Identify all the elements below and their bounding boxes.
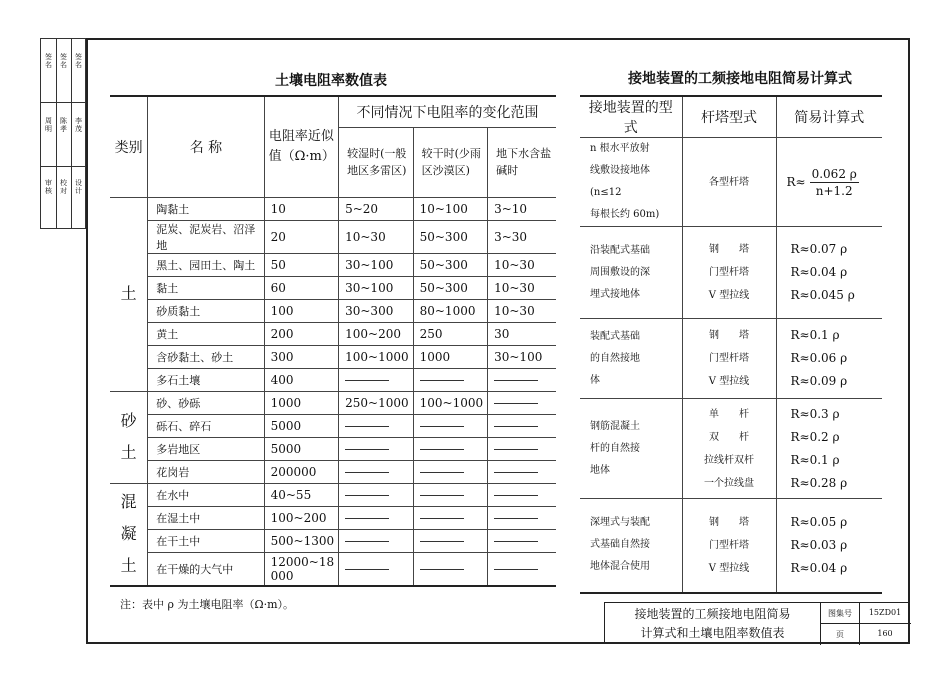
resistivity-value: 50 — [264, 253, 339, 276]
formula: R≈0.04 ρ — [790, 560, 848, 575]
range-wet — [339, 368, 414, 391]
range-dry — [413, 483, 488, 506]
fraction — [810, 166, 859, 199]
range-wet — [339, 414, 414, 437]
dash-mark — [345, 541, 389, 542]
range-wet: 250~1000 — [339, 391, 414, 414]
device-description — [580, 138, 682, 227]
category-label: 土 — [120, 284, 137, 303]
formula: R≈0.3 ρ — [790, 406, 840, 421]
dash-mark — [420, 541, 464, 542]
range-wet — [339, 506, 414, 529]
resistivity-value: 300 — [264, 345, 339, 368]
resistivity-value: 400 — [264, 368, 339, 391]
description-line: n 根水平放射 — [590, 143, 650, 154]
signature-cell: 签名 — [60, 53, 67, 69]
soil-row — [110, 299, 556, 322]
dash-mark — [420, 380, 464, 381]
tower-type: 钢 塔 — [709, 244, 749, 255]
soil-name: 在水中 — [148, 483, 264, 506]
soil-row — [110, 253, 556, 276]
formula: R≈0.06 ρ — [790, 351, 848, 365]
range-dry — [413, 460, 488, 483]
tower-type: 门型杆塔 — [709, 267, 749, 278]
drawing-title-line1: 接地装置的工频接地电阻简易 — [634, 607, 791, 621]
range-wet: 30~100 — [339, 253, 414, 276]
soil-name: 砂、砂砾 — [148, 391, 264, 414]
tower-types — [682, 499, 776, 593]
dash-mark — [345, 495, 389, 496]
sidebar-cell: 李茂 — [75, 117, 82, 133]
description-line: 钢筋混凝土 — [590, 420, 640, 432]
formula-group-row — [580, 499, 882, 593]
soil-name: 多石土壤 — [148, 368, 264, 391]
description-line: 周围敷设的深 — [590, 266, 650, 278]
range-dry — [413, 529, 488, 552]
sidebar-cell: 校对 — [60, 179, 67, 195]
sidebar-divider — [71, 39, 72, 228]
header-category: 类别 — [110, 96, 148, 197]
range-gw: 30~100 — [488, 345, 556, 368]
category-cell — [110, 391, 148, 483]
tower-type: 门型杆塔 — [709, 353, 749, 364]
soil-name: 黑土、园田土、陶土 — [148, 253, 264, 276]
tower-type: 单 杆 — [709, 408, 749, 420]
soil-row — [110, 276, 556, 299]
range-gw — [488, 460, 556, 483]
soil-name: 砂质黏土 — [148, 299, 264, 322]
formula: R≈0.04 ρ — [790, 265, 848, 279]
dash-mark — [494, 472, 538, 473]
tower-type: V 型拉线 — [708, 376, 750, 387]
fraction-formula — [787, 166, 879, 199]
range-wet — [339, 483, 414, 506]
description-line: 地体 — [590, 464, 610, 476]
range-gw: 10~30 — [488, 299, 556, 322]
header-range-group: 不同情况下电阻率的变化范围 — [339, 96, 556, 127]
soil-row — [110, 322, 556, 345]
range-gw — [488, 437, 556, 460]
range-gw: 3~30 — [488, 220, 556, 253]
dash-mark — [420, 495, 464, 496]
soil-name: 黄土 — [148, 322, 264, 345]
formula: R≈0.28 ρ — [790, 475, 848, 490]
range-dry — [413, 552, 488, 586]
range-wet — [339, 529, 414, 552]
soil-row — [110, 391, 556, 414]
tower-types — [682, 138, 776, 227]
dash-mark — [420, 472, 464, 473]
description-line: 杆的自然接 — [590, 442, 640, 454]
range-dry — [413, 506, 488, 529]
dash-mark — [494, 403, 538, 404]
header-device-type: 接地装置的型式 — [580, 96, 682, 138]
description-line: 深埋式与装配 — [590, 517, 650, 529]
formula-prefix: R≈ — [786, 174, 806, 189]
soil-name: 在湿土中 — [148, 506, 264, 529]
resistivity-value: 1000 — [264, 391, 339, 414]
right-table-title: 接地装置的工频接地电阻简易计算式 — [628, 71, 852, 87]
device-description — [580, 227, 682, 319]
soil-row — [110, 437, 556, 460]
page-number: 160 — [877, 629, 893, 638]
formula: R≈0.07 ρ — [790, 242, 848, 256]
range-gw — [488, 552, 556, 586]
soil-name: 花岗岩 — [148, 460, 264, 483]
soil-name: 在干土中 — [148, 529, 264, 552]
resistivity-value: 60 — [264, 276, 339, 299]
dash-mark — [420, 449, 464, 450]
dash-mark — [345, 449, 389, 450]
resistivity-value: 12000~18000 — [264, 552, 339, 586]
range-wet: 100~1000 — [339, 345, 414, 368]
dash-mark — [494, 426, 538, 427]
tower-type: 各型杆塔 — [709, 176, 749, 188]
range-dry: 250 — [413, 322, 488, 345]
description-line: (n≤12 — [590, 187, 622, 198]
description-line: 装配式基础 — [590, 330, 640, 342]
range-gw — [488, 414, 556, 437]
description-line: 体 — [590, 374, 600, 386]
dash-mark — [345, 426, 389, 427]
range-gw: 30 — [488, 322, 556, 345]
device-description — [580, 499, 682, 593]
header-wet: 较湿时(一般地区多雷区) — [339, 127, 414, 197]
header-tower-type: 杆塔型式 — [682, 96, 776, 138]
dash-mark — [420, 569, 464, 570]
soil-row — [110, 197, 556, 220]
soil-row — [110, 345, 556, 368]
resistivity-value: 100 — [264, 299, 339, 322]
category-cell — [110, 483, 148, 586]
range-dry: 50~300 — [413, 276, 488, 299]
resistivity-value: 200 — [264, 322, 339, 345]
formula: R≈0.1 ρ — [790, 328, 840, 342]
range-wet — [339, 437, 414, 460]
resistivity-value: 40~55 — [264, 483, 339, 506]
category-cell — [110, 197, 148, 391]
formula-group-row — [580, 138, 882, 227]
soil-name: 在干燥的大气中 — [148, 552, 264, 586]
title-block-divider — [821, 623, 911, 624]
formula-table-body — [580, 138, 882, 593]
range-gw: 10~30 — [488, 253, 556, 276]
resistivity-value: 5000 — [264, 414, 339, 437]
range-wet: 100~200 — [339, 322, 414, 345]
sidebar-cell: 周明 — [45, 117, 52, 133]
resistivity-value: 10 — [264, 197, 339, 220]
range-dry: 1000 — [413, 345, 488, 368]
formula-group-row — [580, 319, 882, 399]
formula: R≈0.03 ρ — [790, 537, 848, 552]
soil-name: 泥炭、泥炭岩、沼泽地 — [148, 220, 264, 253]
range-gw — [488, 368, 556, 391]
fraction-numerator: 0.062 ρ — [811, 166, 857, 181]
dash-mark — [494, 518, 538, 519]
range-gw — [488, 391, 556, 414]
range-dry: 80~1000 — [413, 299, 488, 322]
resistivity-value: 500~1300 — [264, 529, 339, 552]
range-dry: 10~100 — [413, 197, 488, 220]
resistivity-value: 200000 — [264, 460, 339, 483]
tower-type: 双 杆 — [709, 431, 749, 443]
title-block-divider — [859, 603, 860, 645]
tower-types — [682, 399, 776, 499]
device-description — [580, 399, 682, 499]
grounding-formula-table — [580, 95, 882, 594]
soil-resistivity-table — [110, 95, 556, 587]
tower-type: 钢 塔 — [709, 516, 749, 528]
signature-cell: 签名 — [75, 53, 82, 69]
description-line: 地体混合使用 — [590, 561, 650, 573]
header-dry: 较干时(少雨区沙漠区) — [413, 127, 488, 197]
range-dry: 50~300 — [413, 253, 488, 276]
soil-row — [110, 414, 556, 437]
formula-cell — [776, 138, 882, 227]
dash-mark — [345, 518, 389, 519]
range-dry: 50~300 — [413, 220, 488, 253]
formula: R≈0.045 ρ — [790, 288, 855, 302]
sidebar-divider — [56, 39, 57, 228]
soil-row — [110, 460, 556, 483]
soil-row — [110, 220, 556, 253]
tower-type: 门型杆塔 — [709, 539, 749, 551]
formula: R≈0.05 ρ — [790, 514, 848, 529]
range-gw — [488, 506, 556, 529]
signature-cell: 签名 — [45, 53, 52, 69]
header-groundwater: 地下水含盐碱时 — [488, 127, 556, 197]
soil-name: 陶黏土 — [148, 197, 264, 220]
page-label: 页 — [836, 630, 844, 639]
soil-name: 黏土 — [148, 276, 264, 299]
description-line: 线敷设接地体 — [590, 165, 650, 176]
soil-row — [110, 483, 556, 506]
approval-sidebar — [40, 38, 86, 229]
description-line: 式基础自然接 — [590, 539, 650, 551]
tower-type: 一个拉线盘 — [704, 477, 754, 489]
dash-mark — [494, 380, 538, 381]
resistivity-value: 100~200 — [264, 506, 339, 529]
dash-mark — [494, 541, 538, 542]
left-table-title: 土壤电阻率数值表 — [275, 73, 387, 89]
description-line: 每根长约 60m) — [590, 209, 660, 220]
range-gw: 3~10 — [488, 197, 556, 220]
soil-table-body — [110, 197, 556, 586]
sidebar-divider — [41, 102, 85, 103]
range-wet: 10~30 — [339, 220, 414, 253]
dash-mark — [494, 569, 538, 570]
range-wet: 30~300 — [339, 299, 414, 322]
sidebar-divider — [41, 166, 85, 167]
tower-type: V 型拉线 — [708, 562, 750, 574]
drawing-title — [605, 603, 821, 645]
header-name: 名 称 — [148, 96, 264, 197]
range-wet — [339, 460, 414, 483]
dash-mark — [494, 449, 538, 450]
range-wet — [339, 552, 414, 586]
sidebar-cell: 设计 — [75, 179, 82, 195]
dash-mark — [345, 380, 389, 381]
soil-name: 多岩地区 — [148, 437, 264, 460]
range-wet: 5~20 — [339, 197, 414, 220]
drawing-title-line2: 计算式和土壤电阻率数值表 — [640, 626, 785, 640]
description-line: 埋式接地体 — [590, 288, 640, 300]
table-note: 注：表中 ρ 为土壤电阻率（Ω·m）。 — [120, 598, 295, 611]
formula: R≈0.09 ρ — [790, 374, 848, 388]
soil-row — [110, 552, 556, 586]
range-gw — [488, 529, 556, 552]
tower-type: 拉线杆双杆 — [704, 454, 754, 466]
atlas-number: 15ZD01 — [868, 608, 902, 617]
sidebar-cell: 陈孝 — [60, 117, 67, 133]
description-line: 的自然接地 — [590, 352, 640, 364]
range-gw — [488, 483, 556, 506]
tower-type: 钢 塔 — [709, 330, 749, 341]
soil-row — [110, 529, 556, 552]
tower-type: V 型拉线 — [708, 290, 750, 301]
range-gw: 10~30 — [488, 276, 556, 299]
soil-name: 砾石、碎石 — [148, 414, 264, 437]
formula-group-row — [580, 227, 882, 319]
formula-cell — [776, 227, 882, 319]
formula-cell — [776, 319, 882, 399]
description-line: 沿装配式基础 — [590, 244, 650, 256]
range-dry — [413, 437, 488, 460]
range-wet: 30~100 — [339, 276, 414, 299]
header-approx-value: 电阻率近似值（Ω·m） — [264, 96, 339, 197]
range-dry — [413, 368, 488, 391]
title-block — [604, 602, 910, 644]
dash-mark — [345, 569, 389, 570]
sidebar-cell: 审核 — [45, 179, 52, 195]
dash-mark — [420, 426, 464, 427]
header-formula: 简易计算式 — [776, 96, 882, 138]
formula-group-row — [580, 399, 882, 499]
dash-mark — [420, 518, 464, 519]
resistivity-value: 20 — [264, 220, 339, 253]
category-label: 砂土 — [120, 411, 137, 462]
formula-cell — [776, 399, 882, 499]
atlas-label: 图集号 — [828, 609, 852, 618]
resistivity-value: 5000 — [264, 437, 339, 460]
range-dry: 100~1000 — [413, 391, 488, 414]
soil-row — [110, 368, 556, 391]
formula: R≈0.2 ρ — [790, 429, 840, 444]
tower-types — [682, 227, 776, 319]
category-label: 混凝土 — [120, 492, 137, 576]
device-description — [580, 319, 682, 399]
formula: R≈0.1 ρ — [790, 452, 840, 467]
soil-row — [110, 506, 556, 529]
fraction-denominator: n+1.2 — [815, 183, 853, 198]
range-dry — [413, 414, 488, 437]
dash-mark — [494, 495, 538, 496]
tower-types — [682, 319, 776, 399]
soil-name: 含砂黏土、砂土 — [148, 345, 264, 368]
formula-cell — [776, 499, 882, 593]
dash-mark — [345, 472, 389, 473]
